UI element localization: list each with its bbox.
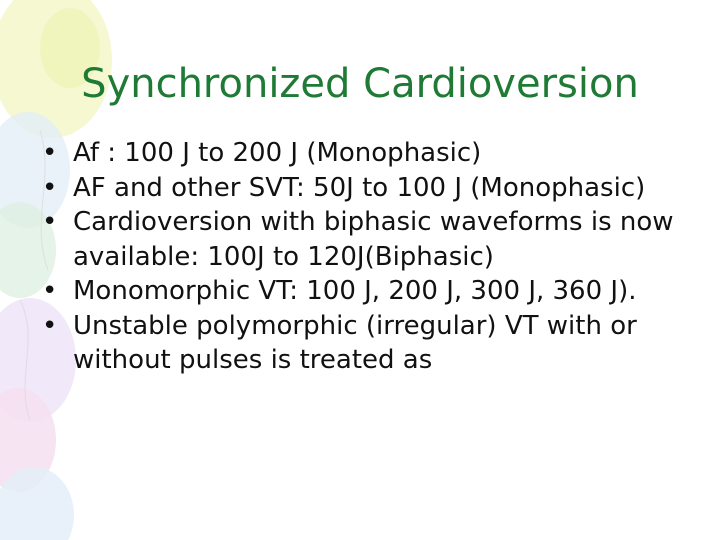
slide-title: Synchronized Cardioversion <box>81 61 639 107</box>
bullet-dot: • <box>42 138 58 168</box>
bullet-text: Unstable polymorphic (irregular) VT with or without pulses is treated as <box>73 310 637 375</box>
bullet-dot: • <box>42 207 58 237</box>
bullet-text: Monomorphic VT: 100 J, 200 J, 300 J, 360 J). <box>73 276 637 306</box>
bullet-text: Cardioversion with biphasic waveforms is now available: 100J to 120J(Biphasic) <box>73 207 674 272</box>
bullet-dot: • <box>42 310 58 341</box>
bullet-item <box>42 171 702 206</box>
bullet-list <box>42 136 702 378</box>
bullet-item <box>42 274 702 309</box>
bullet-text: AF and other SVT: 50J to 100 J (Monophasic) <box>73 172 646 203</box>
bullet-item <box>42 205 702 274</box>
bullet-dot: • <box>42 172 58 203</box>
bullet-text: Af : 100 J to 200 J (Monophasic) <box>73 138 482 168</box>
bullet-dot: • <box>42 276 58 306</box>
bullet-item <box>42 136 702 171</box>
bullet-item <box>42 309 702 378</box>
